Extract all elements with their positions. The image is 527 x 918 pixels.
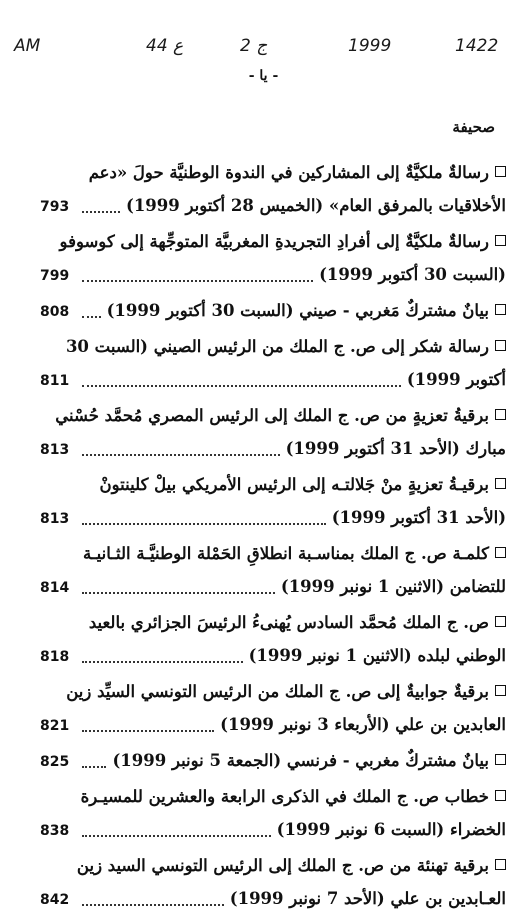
toc-entry[interactable] [40,294,506,327]
toc-entry-line [40,639,506,672]
toc-entry-text: برقية تهنئة من ص. ج الملك إلى الرئيس التونسي السيد زين [76,856,489,875]
toc-entry-line [40,501,506,534]
toc-entry-text: للتضامن (الاثنين 1 نونبر 1999) [280,577,506,596]
toc-page-number: 808 [40,304,70,320]
toc-page-number: 799 [40,268,70,284]
toc-entry[interactable] [40,156,506,222]
toc-entry-text: برقيةُ تعزيةٍ من ص. ج الملك إلى الرئيس المصري مُحمَّد حُسْني [55,406,489,425]
toc-entry-line [40,363,506,396]
toc-page-number: 842 [40,892,70,908]
toc-page-number: 825 [40,754,70,770]
dot-leader [82,592,275,594]
checkbox-bullet-icon [495,790,506,801]
toc-entry-title [66,330,506,363]
toc-entry-line [40,849,506,882]
dot-leader [82,904,224,906]
toc-entry-text: خطاب ص. ج الملك في الذكرى الرابعة والعشرين للمسيـرة [80,787,489,806]
toc-entry[interactable] [40,537,506,603]
toc-page-number: 814 [40,580,70,596]
checkbox-bullet-icon [495,547,506,558]
toc-entry[interactable] [40,399,506,465]
toc-entry-line [40,468,506,501]
toc-entry-line [40,675,506,708]
toc-entry-line [40,813,506,846]
toc-entry-text: الوطني لبلده (الاثنين 1 نونبر 1999) [248,646,506,665]
toc-page-number: 838 [40,823,70,839]
dot-leader [82,316,101,318]
toc-entry-text: أكتوبر 1999) [406,370,506,389]
toc-entry-title [89,156,506,189]
toc-entry-line [40,225,506,258]
toc-entry-text: ص. ج الملك مُحمَّد السادس يُهنىءُ الرئيسَ الجزائري بالعيد [88,613,489,632]
toc-entry-text: (السبت 30 أكتوبر 1999) [319,265,506,284]
toc-entry-continuation [220,708,506,741]
dot-leader [82,835,271,837]
handwritten-right-mark: 1422 [455,36,499,56]
toc-entry-text: بيانٌ مشتركٌ مَغربي - صيني (السبت 30 أكتوبر 1999) [106,301,489,320]
dot-leader [82,766,106,768]
toc-entry-continuation [126,189,506,222]
toc-page-number: 811 [40,373,70,389]
toc-entry-title [66,675,506,708]
toc-entry-line [40,537,506,570]
handwritten-left-mark: ΑΜ [14,36,41,56]
dot-leader [82,211,120,213]
toc-entry-title [89,606,506,639]
toc-entry-title [60,225,506,258]
table-of-contents [40,156,506,918]
toc-entry-line [40,744,506,777]
dot-leader [82,730,214,732]
toc-entry-title [100,468,506,501]
toc-entry-line [40,258,506,291]
dot-leader [82,280,313,282]
toc-entry-text: الخضراء (السبت 6 نونبر 1999) [276,820,506,839]
toc-entry-line [40,330,506,363]
toc-entry-text: برقيـةُ تعزيةٍ منْ جَلالتـه إلى الرئيس الأمريكي بيلْ كلينتونْ [99,475,489,494]
toc-entry-line [40,882,506,915]
toc-entry-text: (الأحد 31 أكتوبر 1999) [331,508,506,527]
dot-leader [82,523,326,525]
toc-entry-continuation [407,363,506,396]
toc-page-number: 813 [40,511,70,527]
toc-entry-title [112,744,506,777]
toc-entry[interactable] [40,606,506,672]
toc-entry-continuation [332,501,506,534]
dot-leader [82,661,243,663]
toc-entry-title [83,537,506,570]
toc-page-number: 818 [40,649,70,665]
toc-entry[interactable] [40,849,506,915]
toc-page-number: 793 [40,199,70,215]
dot-leader [82,385,401,387]
toc-entry-title [81,780,506,813]
toc-entry-text: رسالةٌ ملكيَّةٌ إلى أفرادِ التجريدةِ المغربيَّة المتوجِّهة إلى كوسوفو [59,232,489,251]
handwritten-mark-b: 2 ج [240,36,268,56]
toc-entry[interactable] [40,744,506,777]
toc-entry[interactable] [40,225,506,291]
toc-entry[interactable] [40,675,506,741]
checkbox-bullet-icon [495,685,506,696]
toc-entry-line [40,189,506,222]
toc-entry-line [40,708,506,741]
handwritten-mark-a: 44 ع [146,36,184,56]
toc-entry-text: مبارك (الأحد 31 أكتوبر 1999) [285,439,506,458]
toc-entry-line [40,399,506,432]
checkbox-bullet-icon [495,616,506,627]
toc-entry-continuation [286,432,506,465]
toc-page-number: 813 [40,442,70,458]
checkbox-bullet-icon [495,235,506,246]
toc-entry-title [77,849,506,882]
page-column-title: صحيفة [452,118,495,136]
checkbox-bullet-icon [495,478,506,489]
toc-entry-text: كلمـة ص. ج الملك بمناسـبة انطلاقِ الحَمْلة الوطنيَّـة الثـانيـة [82,544,489,563]
page-marker: - يا - [248,68,279,84]
checkbox-bullet-icon [495,859,506,870]
toc-entry-text: العـابدين بن علي (الأحد 7 نونبر 1999) [229,889,506,908]
toc-entry-text: بيانٌ مشتركٌ مغربي - فرنسي (الجمعة 5 نونبر 1999) [112,751,489,770]
toc-entry-line [40,156,506,189]
toc-entry[interactable] [40,468,506,534]
checkbox-bullet-icon [495,304,506,315]
toc-entry-line [40,294,506,327]
toc-entry-continuation [277,813,506,846]
toc-entry[interactable] [40,330,506,396]
toc-entry-line [40,606,506,639]
checkbox-bullet-icon [495,409,506,420]
toc-entry-text: العابدين بن علي (الأربعاء 3 نونبر 1999) [220,715,506,734]
toc-entry-line [40,432,506,465]
toc-entry-text: رسالة شكر إلى ص. ج الملك من الرئيس الصيني (السبت 30 [65,337,489,356]
toc-entry-title [107,294,506,327]
toc-entry-text: رسالةٌ ملكيَّةٌ إلى المشاركين في الندوة الوطنيَّة حولَ «دعم [88,163,489,182]
toc-page-number: 821 [40,718,70,734]
toc-entry-continuation [249,639,506,672]
toc-entry-line [40,780,506,813]
checkbox-bullet-icon [495,166,506,177]
checkbox-bullet-icon [495,754,506,765]
toc-entry-line [40,570,506,603]
toc-entry-continuation [230,882,506,915]
toc-entry[interactable] [40,780,506,846]
handwritten-year: 1999 [348,36,392,56]
dot-leader [82,454,280,456]
toc-entry-text: برقيةٌ جوابيةٌ إلى ص. ج الملك من الرئيس التونسي السيِّد زين [66,682,489,701]
toc-entry-title [55,399,506,432]
toc-entry-text: الأخلاقيات بالمرفق العام» (الخميس 28 أكتوبر 1999) [126,196,506,215]
toc-entry-continuation [319,258,506,291]
toc-entry-continuation [281,570,506,603]
checkbox-bullet-icon [495,340,506,351]
